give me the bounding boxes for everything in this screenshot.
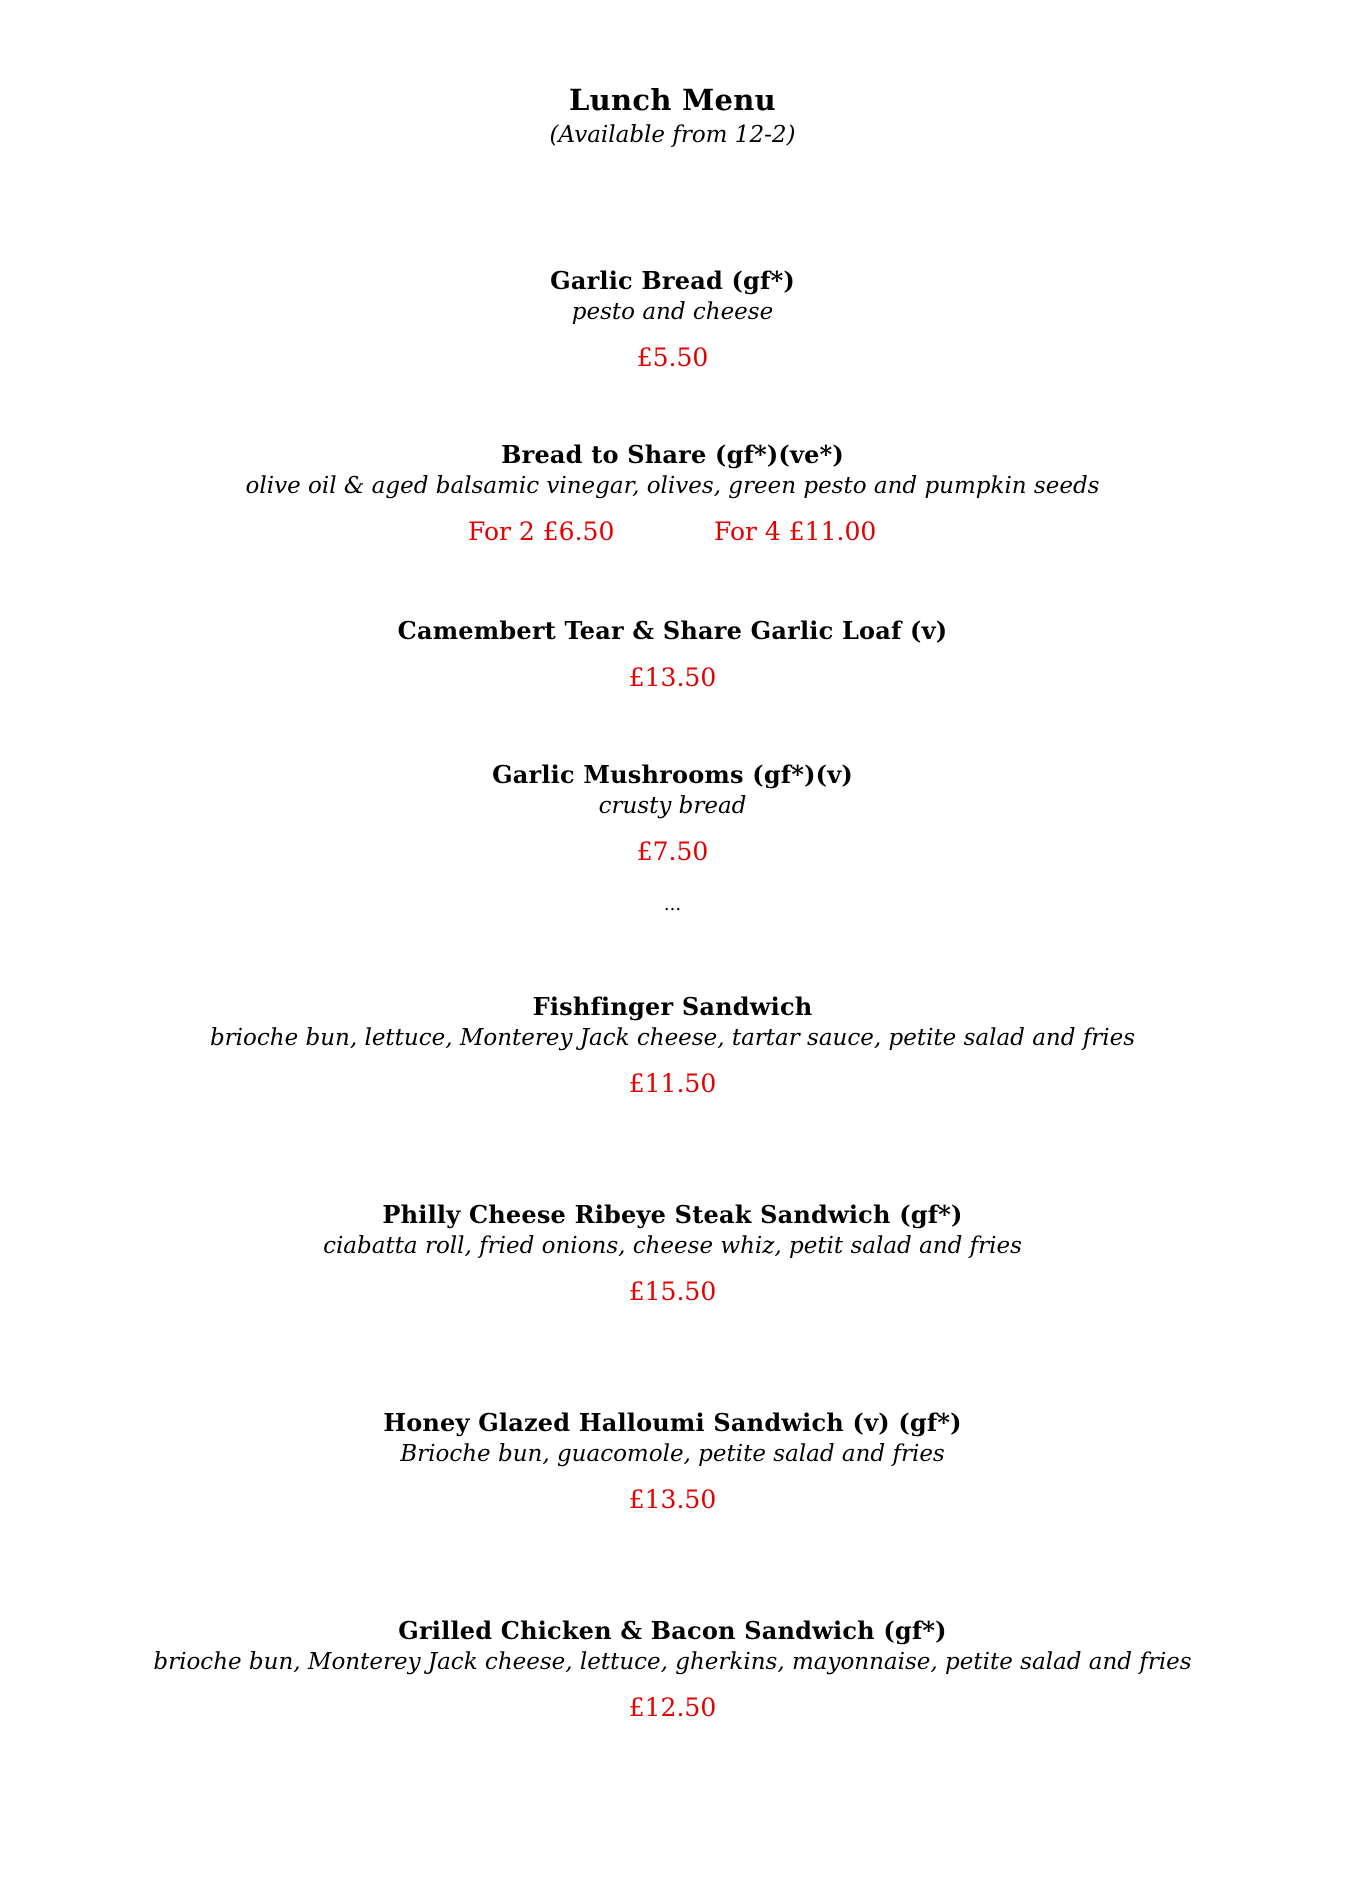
item-price-for-2: For 2 £6.50 — [468, 517, 615, 546]
item-description: ciabatta roll, fried onions, cheese whiz, petit salad and fries — [323, 1233, 1022, 1259]
item-price: £12.50 — [628, 1693, 717, 1722]
item-description: crusty bread — [598, 793, 747, 819]
item-name: Camembert Tear & Share Garlic Loaf (v) — [397, 616, 948, 645]
item-description: brioche bun, Monterey Jack cheese, lettuce, gherkins, mayonnaise, petite salad and fries — [153, 1649, 1192, 1675]
item-description: olive oil & aged balsamic vinegar, olives, green pesto and pumpkin seeds — [245, 473, 1100, 499]
item-price: £13.50 — [628, 1485, 717, 1514]
item-name: Bread to Share (gf*)(ve*) — [501, 440, 844, 469]
menu-subtitle: (Available from 12-2) — [549, 122, 796, 148]
item-description: pesto and cheese — [571, 299, 774, 325]
item-price-options — [0, 519, 1345, 549]
item-name: Philly Cheese Ribeye Steak Sandwich (gf*) — [382, 1200, 963, 1229]
section-separator: ... — [663, 894, 682, 915]
item-price: £15.50 — [628, 1277, 717, 1306]
item-description: brioche bun, lettuce, Monterey Jack cheese, tartar sauce, petite salad and fries — [209, 1025, 1136, 1051]
item-name: Fishfinger Sandwich — [532, 992, 813, 1021]
item-price: £5.50 — [636, 343, 709, 372]
item-name: Garlic Mushrooms (gf*)(v) — [492, 760, 853, 789]
item-name: Honey Glazed Halloumi Sandwich (v) (gf*) — [383, 1408, 962, 1437]
item-price: £11.50 — [628, 1069, 717, 1098]
item-price: £7.50 — [636, 837, 709, 866]
menu-title: Lunch Menu — [568, 83, 777, 117]
item-price: £13.50 — [628, 663, 717, 692]
item-name: Grilled Chicken & Bacon Sandwich (gf*) — [398, 1616, 947, 1645]
item-price-for-4: For 4 £11.00 — [714, 517, 877, 546]
item-name: Garlic Bread (gf*) — [550, 266, 795, 295]
item-description: Brioche bun, guacomole, petite salad and fries — [400, 1441, 945, 1467]
